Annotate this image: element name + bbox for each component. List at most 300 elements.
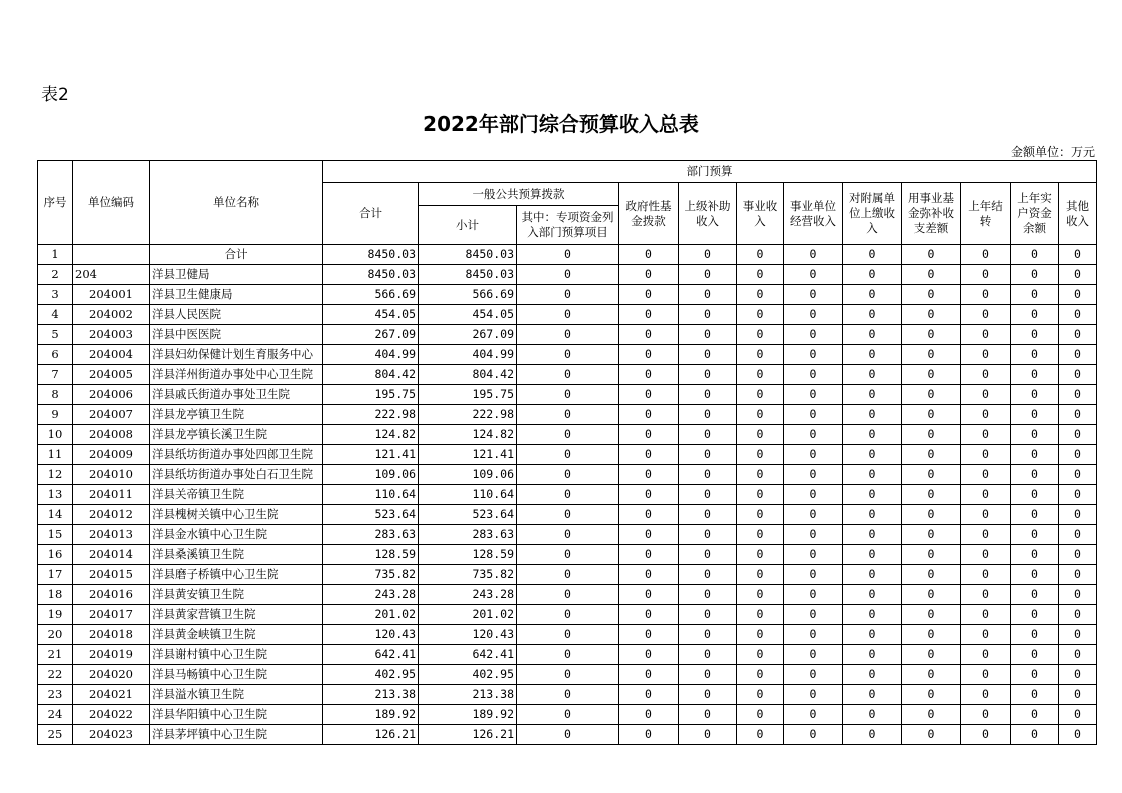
cell-career-income: 0	[737, 525, 784, 545]
cell-subtotal: 110.64	[419, 485, 517, 505]
cell-total: 402.95	[323, 665, 419, 685]
table-row	[38, 385, 1097, 405]
cell-affiliated: 0	[843, 585, 902, 605]
cell-special: 0	[517, 445, 619, 465]
cell-code: 204014	[73, 545, 150, 565]
cell-prior-balance: 0	[1011, 445, 1059, 465]
cell-subtotal: 404.99	[419, 345, 517, 365]
cell-seq: 21	[38, 645, 73, 665]
cell-operating-income: 0	[784, 305, 843, 325]
cell-seq: 5	[38, 325, 73, 345]
cell-special: 0	[517, 545, 619, 565]
cell-seq: 19	[38, 605, 73, 625]
cell-code: 204008	[73, 425, 150, 445]
cell-prior-balance: 0	[1011, 705, 1059, 725]
cell-operating-income: 0	[784, 265, 843, 285]
header-fund-offset: 用事业基金弥补收支差额	[902, 183, 961, 245]
cell-carryover: 0	[961, 525, 1011, 545]
cell-operating-income: 0	[784, 485, 843, 505]
cell-special: 0	[517, 605, 619, 625]
cell-code: 204017	[73, 605, 150, 625]
header-total: 合计	[323, 183, 419, 245]
cell-career-income: 0	[737, 685, 784, 705]
cell-prior-balance: 0	[1011, 625, 1059, 645]
cell-total: 642.41	[323, 645, 419, 665]
cell-upper-subsidy: 0	[679, 585, 737, 605]
cell-gov-fund: 0	[619, 605, 679, 625]
cell-other: 0	[1059, 685, 1097, 705]
cell-prior-balance: 0	[1011, 685, 1059, 705]
cell-prior-balance: 0	[1011, 665, 1059, 685]
cell-code: 204023	[73, 725, 150, 745]
cell-carryover: 0	[961, 485, 1011, 505]
cell-career-income: 0	[737, 505, 784, 525]
cell-gov-fund: 0	[619, 585, 679, 605]
sheet-label: 表2	[41, 85, 69, 105]
cell-fund-offset: 0	[902, 505, 961, 525]
cell-carryover: 0	[961, 605, 1011, 625]
cell-operating-income: 0	[784, 545, 843, 565]
cell-name: 洋县关帝镇卫生院	[150, 485, 323, 505]
cell-carryover: 0	[961, 705, 1011, 725]
cell-affiliated: 0	[843, 505, 902, 525]
cell-code: 204003	[73, 325, 150, 345]
cell-operating-income: 0	[784, 445, 843, 465]
cell-total: 566.69	[323, 285, 419, 305]
cell-subtotal: 195.75	[419, 385, 517, 405]
cell-special: 0	[517, 705, 619, 725]
cell-affiliated: 0	[843, 645, 902, 665]
cell-affiliated: 0	[843, 545, 902, 565]
cell-fund-offset: 0	[902, 345, 961, 365]
cell-name: 洋县中医医院	[150, 325, 323, 345]
cell-name: 洋县洋州街道办事处中心卫生院	[150, 365, 323, 385]
cell-upper-subsidy: 0	[679, 665, 737, 685]
cell-seq: 3	[38, 285, 73, 305]
cell-special: 0	[517, 345, 619, 365]
cell-prior-balance: 0	[1011, 645, 1059, 665]
cell-affiliated: 0	[843, 405, 902, 425]
cell-upper-subsidy: 0	[679, 465, 737, 485]
cell-name: 洋县纸坊街道办事处白石卫生院	[150, 465, 323, 485]
cell-fund-offset: 0	[902, 485, 961, 505]
cell-name: 洋县华阳镇中心卫生院	[150, 705, 323, 725]
table-row	[38, 245, 1097, 265]
cell-gov-fund: 0	[619, 645, 679, 665]
cell-upper-subsidy: 0	[679, 605, 737, 625]
cell-other: 0	[1059, 485, 1097, 505]
cell-fund-offset: 0	[902, 665, 961, 685]
cell-operating-income: 0	[784, 325, 843, 345]
cell-code: 204018	[73, 625, 150, 645]
cell-other: 0	[1059, 445, 1097, 465]
cell-prior-balance: 0	[1011, 565, 1059, 585]
table-row	[38, 525, 1097, 545]
cell-operating-income: 0	[784, 605, 843, 625]
cell-gov-fund: 0	[619, 565, 679, 585]
cell-career-income: 0	[737, 605, 784, 625]
cell-upper-subsidy: 0	[679, 545, 737, 565]
cell-name: 洋县槐树关镇中心卫生院	[150, 505, 323, 525]
table-row	[38, 485, 1097, 505]
cell-subtotal: 243.28	[419, 585, 517, 605]
cell-affiliated: 0	[843, 485, 902, 505]
cell-seq: 11	[38, 445, 73, 465]
cell-seq: 6	[38, 345, 73, 365]
cell-other: 0	[1059, 265, 1097, 285]
cell-special: 0	[517, 265, 619, 285]
cell-code: 204001	[73, 285, 150, 305]
cell-other: 0	[1059, 705, 1097, 725]
cell-upper-subsidy: 0	[679, 405, 737, 425]
table-row	[38, 645, 1097, 665]
header-career-income: 事业收入	[737, 183, 784, 245]
cell-gov-fund: 0	[619, 325, 679, 345]
cell-operating-income: 0	[784, 625, 843, 645]
cell-affiliated: 0	[843, 385, 902, 405]
cell-prior-balance: 0	[1011, 525, 1059, 545]
cell-upper-subsidy: 0	[679, 645, 737, 665]
table-row	[38, 505, 1097, 525]
cell-special: 0	[517, 525, 619, 545]
header-general-public: 一般公共预算拨款	[419, 183, 619, 206]
cell-subtotal: 128.59	[419, 545, 517, 565]
cell-affiliated: 0	[843, 685, 902, 705]
cell-other: 0	[1059, 305, 1097, 325]
cell-code: 204019	[73, 645, 150, 665]
cell-fund-offset: 0	[902, 585, 961, 605]
table-row	[38, 365, 1097, 385]
cell-seq: 14	[38, 505, 73, 525]
cell-other: 0	[1059, 325, 1097, 345]
header-prior-balance: 上年实户资金余额	[1011, 183, 1059, 245]
cell-subtotal: 804.42	[419, 365, 517, 385]
cell-affiliated: 0	[843, 425, 902, 445]
header-name: 单位名称	[150, 161, 323, 245]
cell-upper-subsidy: 0	[679, 525, 737, 545]
cell-code: 204	[73, 265, 150, 285]
cell-operating-income: 0	[784, 385, 843, 405]
cell-other: 0	[1059, 645, 1097, 665]
cell-other: 0	[1059, 425, 1097, 445]
cell-career-income: 0	[737, 565, 784, 585]
cell-name: 洋县卫生健康局	[150, 285, 323, 305]
cell-prior-balance: 0	[1011, 725, 1059, 745]
cell-gov-fund: 0	[619, 665, 679, 685]
cell-affiliated: 0	[843, 365, 902, 385]
table-row	[38, 725, 1097, 745]
cell-special: 0	[517, 625, 619, 645]
cell-other: 0	[1059, 245, 1097, 265]
cell-prior-balance: 0	[1011, 605, 1059, 625]
cell-gov-fund: 0	[619, 245, 679, 265]
cell-name: 洋县人民医院	[150, 305, 323, 325]
cell-seq: 13	[38, 485, 73, 505]
cell-career-income: 0	[737, 625, 784, 645]
cell-operating-income: 0	[784, 425, 843, 445]
cell-code: 204022	[73, 705, 150, 725]
cell-affiliated: 0	[843, 465, 902, 485]
cell-upper-subsidy: 0	[679, 285, 737, 305]
cell-fund-offset: 0	[902, 685, 961, 705]
cell-prior-balance: 0	[1011, 265, 1059, 285]
cell-other: 0	[1059, 545, 1097, 565]
cell-career-income: 0	[737, 245, 784, 265]
cell-operating-income: 0	[784, 705, 843, 725]
cell-other: 0	[1059, 345, 1097, 365]
cell-name: 合计	[150, 245, 323, 265]
cell-total: 121.41	[323, 445, 419, 465]
table-row	[38, 465, 1097, 485]
cell-code: 204004	[73, 345, 150, 365]
cell-fund-offset: 0	[902, 465, 961, 485]
cell-gov-fund: 0	[619, 425, 679, 445]
cell-affiliated: 0	[843, 725, 902, 745]
amount-unit: 金额单位：万元	[1010, 145, 1095, 159]
cell-fund-offset: 0	[902, 245, 961, 265]
cell-other: 0	[1059, 605, 1097, 625]
cell-fund-offset: 0	[902, 305, 961, 325]
cell-gov-fund: 0	[619, 465, 679, 485]
cell-seq: 25	[38, 725, 73, 745]
cell-code: 204010	[73, 465, 150, 485]
cell-total: 110.64	[323, 485, 419, 505]
cell-subtotal: 213.38	[419, 685, 517, 705]
cell-affiliated: 0	[843, 605, 902, 625]
cell-code: 204011	[73, 485, 150, 505]
table-row	[38, 325, 1097, 345]
cell-subtotal: 402.95	[419, 665, 517, 685]
cell-upper-subsidy: 0	[679, 365, 737, 385]
cell-gov-fund: 0	[619, 445, 679, 465]
cell-code: 204016	[73, 585, 150, 605]
cell-subtotal: 283.63	[419, 525, 517, 545]
cell-subtotal: 523.64	[419, 505, 517, 525]
cell-name: 洋县龙亭镇长溪卫生院	[150, 425, 323, 445]
header-affiliated: 对附属单位上缴收入	[843, 183, 902, 245]
cell-operating-income: 0	[784, 725, 843, 745]
cell-operating-income: 0	[784, 345, 843, 365]
cell-seq: 8	[38, 385, 73, 405]
cell-upper-subsidy: 0	[679, 725, 737, 745]
cell-gov-fund: 0	[619, 725, 679, 745]
cell-special: 0	[517, 285, 619, 305]
cell-seq: 22	[38, 665, 73, 685]
header-carryover: 上年结转	[961, 183, 1011, 245]
cell-affiliated: 0	[843, 665, 902, 685]
cell-total: 8450.03	[323, 245, 419, 265]
cell-carryover: 0	[961, 405, 1011, 425]
header-gov-fund: 政府性基金拨款	[619, 183, 679, 245]
cell-special: 0	[517, 425, 619, 445]
cell-special: 0	[517, 645, 619, 665]
cell-total: 195.75	[323, 385, 419, 405]
cell-seq: 24	[38, 705, 73, 725]
cell-prior-balance: 0	[1011, 285, 1059, 305]
cell-code: 204013	[73, 525, 150, 545]
table-row	[38, 665, 1097, 685]
cell-gov-fund: 0	[619, 285, 679, 305]
cell-special: 0	[517, 725, 619, 745]
cell-subtotal: 8450.03	[419, 245, 517, 265]
cell-name: 洋县纸坊街道办事处四郎卫生院	[150, 445, 323, 465]
cell-total: 124.82	[323, 425, 419, 445]
cell-other: 0	[1059, 565, 1097, 585]
cell-seq: 10	[38, 425, 73, 445]
cell-fund-offset: 0	[902, 265, 961, 285]
cell-total: 126.21	[323, 725, 419, 745]
cell-subtotal: 201.02	[419, 605, 517, 625]
cell-subtotal: 566.69	[419, 285, 517, 305]
cell-other: 0	[1059, 505, 1097, 525]
cell-total: 243.28	[323, 585, 419, 605]
cell-name: 洋县磨子桥镇中心卫生院	[150, 565, 323, 585]
cell-affiliated: 0	[843, 705, 902, 725]
cell-gov-fund: 0	[619, 505, 679, 525]
cell-subtotal: 454.05	[419, 305, 517, 325]
cell-name: 洋县黄金峡镇卫生院	[150, 625, 323, 645]
cell-name: 洋县黄安镇卫生院	[150, 585, 323, 605]
cell-name: 洋县金水镇中心卫生院	[150, 525, 323, 545]
cell-total: 201.02	[323, 605, 419, 625]
cell-prior-balance: 0	[1011, 305, 1059, 325]
cell-other: 0	[1059, 465, 1097, 485]
table-row	[38, 545, 1097, 565]
cell-upper-subsidy: 0	[679, 625, 737, 645]
cell-carryover: 0	[961, 685, 1011, 705]
cell-gov-fund: 0	[619, 345, 679, 365]
cell-subtotal: 109.06	[419, 465, 517, 485]
cell-total: 404.99	[323, 345, 419, 365]
cell-prior-balance: 0	[1011, 585, 1059, 605]
cell-subtotal: 120.43	[419, 625, 517, 645]
cell-code: 204012	[73, 505, 150, 525]
cell-career-income: 0	[737, 425, 784, 445]
cell-name: 洋县戚氏街道办事处卫生院	[150, 385, 323, 405]
cell-prior-balance: 0	[1011, 345, 1059, 365]
cell-prior-balance: 0	[1011, 505, 1059, 525]
cell-special: 0	[517, 405, 619, 425]
table-row	[38, 565, 1097, 585]
table-row	[38, 265, 1097, 285]
cell-fund-offset: 0	[902, 385, 961, 405]
cell-career-income: 0	[737, 665, 784, 685]
header-upper-subsidy: 上级补助收入	[679, 183, 737, 245]
cell-other: 0	[1059, 725, 1097, 745]
cell-carryover: 0	[961, 585, 1011, 605]
table-row	[38, 605, 1097, 625]
cell-career-income: 0	[737, 405, 784, 425]
cell-carryover: 0	[961, 565, 1011, 585]
cell-carryover: 0	[961, 265, 1011, 285]
cell-other: 0	[1059, 585, 1097, 605]
cell-seq: 4	[38, 305, 73, 325]
cell-career-income: 0	[737, 705, 784, 725]
budget-table	[37, 160, 1097, 745]
cell-fund-offset: 0	[902, 545, 961, 565]
header-special: 其中：专项资金列入部门预算项目	[517, 206, 619, 245]
cell-upper-subsidy: 0	[679, 505, 737, 525]
cell-total: 222.98	[323, 405, 419, 425]
cell-subtotal: 124.82	[419, 425, 517, 445]
cell-operating-income: 0	[784, 405, 843, 425]
cell-prior-balance: 0	[1011, 385, 1059, 405]
cell-name: 洋县溢水镇卫生院	[150, 685, 323, 705]
cell-career-income: 0	[737, 445, 784, 465]
cell-carryover: 0	[961, 285, 1011, 305]
cell-code: 204009	[73, 445, 150, 465]
cell-other: 0	[1059, 285, 1097, 305]
cell-seq: 20	[38, 625, 73, 645]
table-row	[38, 285, 1097, 305]
cell-upper-subsidy: 0	[679, 325, 737, 345]
cell-seq: 1	[38, 245, 73, 265]
cell-total: 8450.03	[323, 265, 419, 285]
cell-carryover: 0	[961, 645, 1011, 665]
budget-rows	[38, 245, 1097, 745]
table-row	[38, 425, 1097, 445]
cell-seq: 23	[38, 685, 73, 705]
table-row	[38, 705, 1097, 725]
header-operating-income: 事业单位经营收入	[784, 183, 843, 245]
cell-code: 204021	[73, 685, 150, 705]
cell-seq: 12	[38, 465, 73, 485]
cell-name: 洋县马畅镇中心卫生院	[150, 665, 323, 685]
cell-career-income: 0	[737, 465, 784, 485]
cell-special: 0	[517, 565, 619, 585]
cell-name: 洋县黄家营镇卫生院	[150, 605, 323, 625]
cell-prior-balance: 0	[1011, 325, 1059, 345]
cell-subtotal: 267.09	[419, 325, 517, 345]
cell-affiliated: 0	[843, 525, 902, 545]
cell-upper-subsidy: 0	[679, 345, 737, 365]
cell-gov-fund: 0	[619, 305, 679, 325]
cell-fund-offset: 0	[902, 425, 961, 445]
cell-carryover: 0	[961, 325, 1011, 345]
cell-operating-income: 0	[784, 645, 843, 665]
cell-carryover: 0	[961, 385, 1011, 405]
cell-affiliated: 0	[843, 285, 902, 305]
cell-upper-subsidy: 0	[679, 565, 737, 585]
cell-special: 0	[517, 665, 619, 685]
cell-subtotal: 189.92	[419, 705, 517, 725]
cell-total: 109.06	[323, 465, 419, 485]
cell-carryover: 0	[961, 345, 1011, 365]
cell-carryover: 0	[961, 305, 1011, 325]
cell-upper-subsidy: 0	[679, 685, 737, 705]
cell-carryover: 0	[961, 425, 1011, 445]
cell-career-income: 0	[737, 265, 784, 285]
cell-total: 454.05	[323, 305, 419, 325]
table-row	[38, 585, 1097, 605]
cell-upper-subsidy: 0	[679, 485, 737, 505]
cell-name: 洋县桑溪镇卫生院	[150, 545, 323, 565]
cell-upper-subsidy: 0	[679, 245, 737, 265]
table-row	[38, 445, 1097, 465]
cell-operating-income: 0	[784, 465, 843, 485]
cell-total: 283.63	[323, 525, 419, 545]
cell-code: 204006	[73, 385, 150, 405]
cell-upper-subsidy: 0	[679, 265, 737, 285]
cell-operating-income: 0	[784, 565, 843, 585]
cell-carryover: 0	[961, 545, 1011, 565]
cell-career-income: 0	[737, 325, 784, 345]
cell-gov-fund: 0	[619, 485, 679, 505]
cell-carryover: 0	[961, 725, 1011, 745]
cell-prior-balance: 0	[1011, 365, 1059, 385]
cell-gov-fund: 0	[619, 545, 679, 565]
cell-total: 120.43	[323, 625, 419, 645]
